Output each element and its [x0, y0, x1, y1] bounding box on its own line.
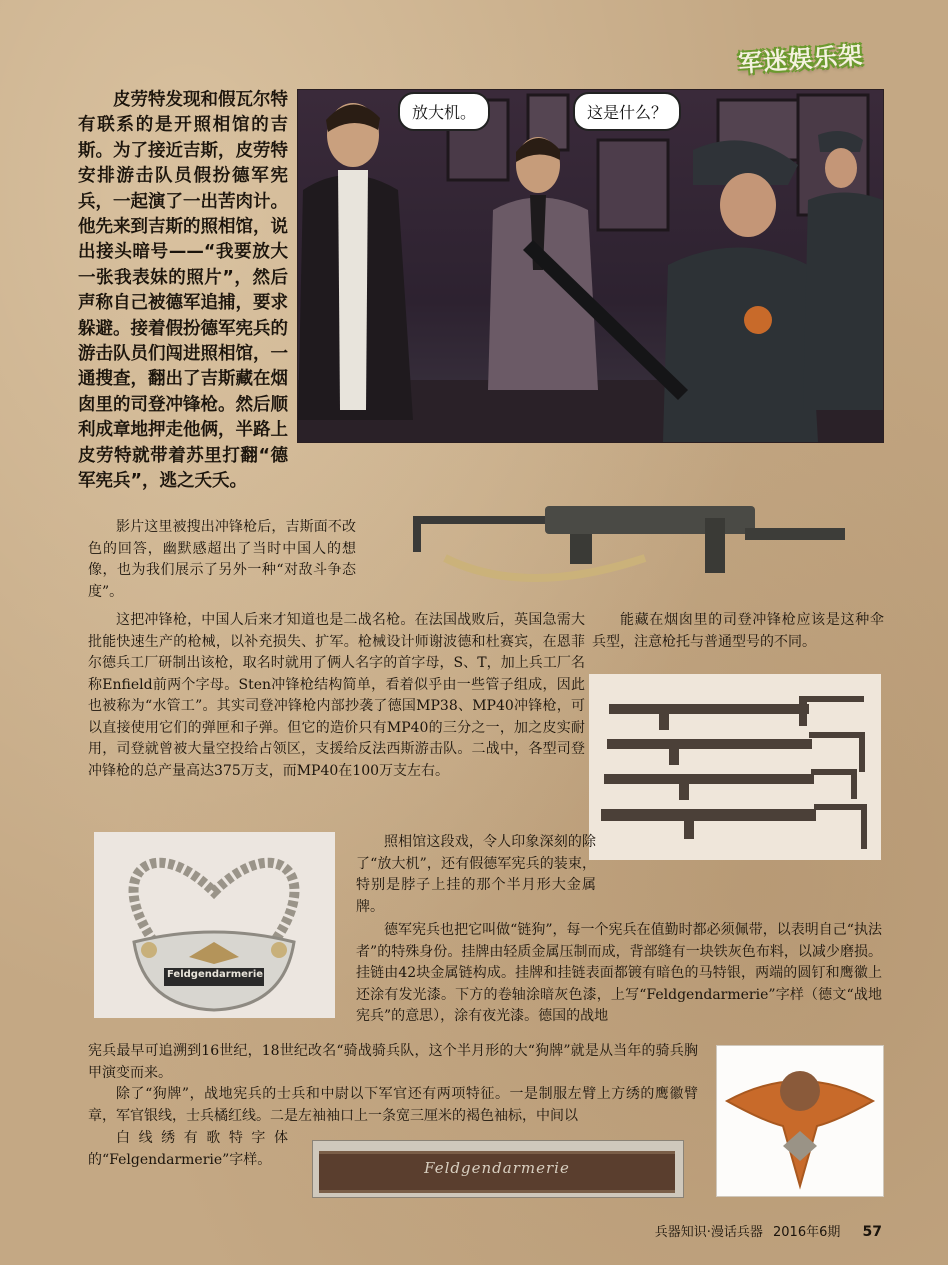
- speech-bubble-left: 放大机。: [398, 92, 490, 131]
- footer-issue: 2016年6期: [773, 1225, 841, 1240]
- article-paragraph-1: 影片这里被搜出冲锋枪后，吉斯面不改色的回答，幽默感超出了当时中国人的想像，也为我们展示了另外一种“对敌斗争态度”。: [88, 519, 356, 600]
- comic-illustration: [298, 90, 883, 442]
- article-paragraph-6: 白线绣有歌特字体的“Felgendarmerie”字样。: [88, 1130, 288, 1168]
- page-footer: [655, 1221, 882, 1240]
- sten-variants-caption: 能藏在烟囱里的司登冲锋枪应该是这种伞兵型，注意枪托与普通型号的不同。: [592, 612, 884, 650]
- comic-panel: [297, 89, 884, 443]
- article-paragraph-4b: 宪兵最早可追溯到16世纪，18世纪改名“骑战骑兵队，这个半月形的大“狗牌”就是从当年的骑兵胸甲演变而来。: [88, 1043, 698, 1081]
- cuff-title-photo: [312, 1140, 684, 1198]
- gorget-label: Feldgendarmerie: [167, 969, 264, 980]
- article-paragraph-5: 除了“狗牌”，战地宪兵的士兵和中尉以下军官还有两项特征。一是制服左臂上方绣的鹰徽臂章，军官银线，士兵橘红线。二是左袖袖口上一条宽三厘米的褐色袖标，中间以: [88, 1086, 698, 1124]
- eagle-patch-photo: [716, 1045, 884, 1197]
- page-number: 57: [862, 1224, 882, 1240]
- sten-gun-photo: [405, 488, 855, 596]
- footer-publication: 兵器知识·漫话兵器: [654, 1225, 763, 1240]
- gorget-photo: [94, 832, 335, 1018]
- sten-variants-photo: [589, 674, 881, 860]
- speech-bubble-right: 这是什么？: [573, 92, 681, 131]
- section-logo: 军迷娱乐架: [737, 41, 865, 78]
- article-paragraph-2: 这把冲锋枪，中国人后来才知道也是二战名枪。在法国战败后，英国急需大批能快速生产的枪械，以补充损失、扩军。枪械设计师谢波德和杜赛宾，在恩菲尔德兵工厂研制出该枪，取名时就用了俩人名字的首字母，S、T，加上兵工厂名称Enfield前两个字母。Sten冲锋枪结构简单，看着似乎由一些管子组成，因此也被称为“水管工”。其实司登冲锋枪内部抄袭了德国MP38、MP40冲锋枪，可以直接使用它们的弹匣和子弹。但它的造价只有MP40的三分之一，加之皮实耐用，司登就曾被大量空投给占领区，支援给反法西斯游击队。二战中，各型司登冲锋枪的总产量高达375万支，而MP40在100万支左右。: [88, 612, 585, 779]
- intro-paragraph: 皮劳特发现和假瓦尔特有联系的是开照相馆的吉斯。为了接近吉斯，皮劳特安排游击队员假扮德军宪兵，一起演了一出苦肉计。他先来到吉斯的照相馆，说出接头暗号——“我要放大一张我表妹的照片”，然后声称自己被德军追捕，要求躲避。接着假扮德军宪兵的游击队员们闯进照相馆，一通搜查，翻出了吉斯藏在烟囱里的司登冲锋枪。然后顺利成章地押走他俩，半路上皮劳特就带着苏里打翻“德军宪兵”，逃之夭夭。: [78, 90, 288, 492]
- article-paragraph-4a: 德军宪兵也把它叫做“链狗”，每一个宪兵在值勤时都必须佩带，以表明自己“执法者”的特殊身份。挂牌由轻质金属压制而成，背部缝有一块铁灰色布料，以减少磨损。挂链由42块金属链构成。挂牌和挂链表面都镀有暗色的马特银，两端的圆钉和鹰徽上还涂有发光漆。下方的卷轴涂暗灰色漆，上写“Feldgendarmerie”字样（德文“战地宪兵”的意思），涂有夜光漆。德国的战地: [356, 922, 882, 1024]
- cuff-title-label: Feldgendarmerie: [424, 1159, 570, 1177]
- article-paragraph-3: 照相馆这段戏，令人印象深刻的除了“放大机”，还有假德军宪兵的装束，特别是脖子上挂的那个半月形大金属牌。: [356, 834, 596, 915]
